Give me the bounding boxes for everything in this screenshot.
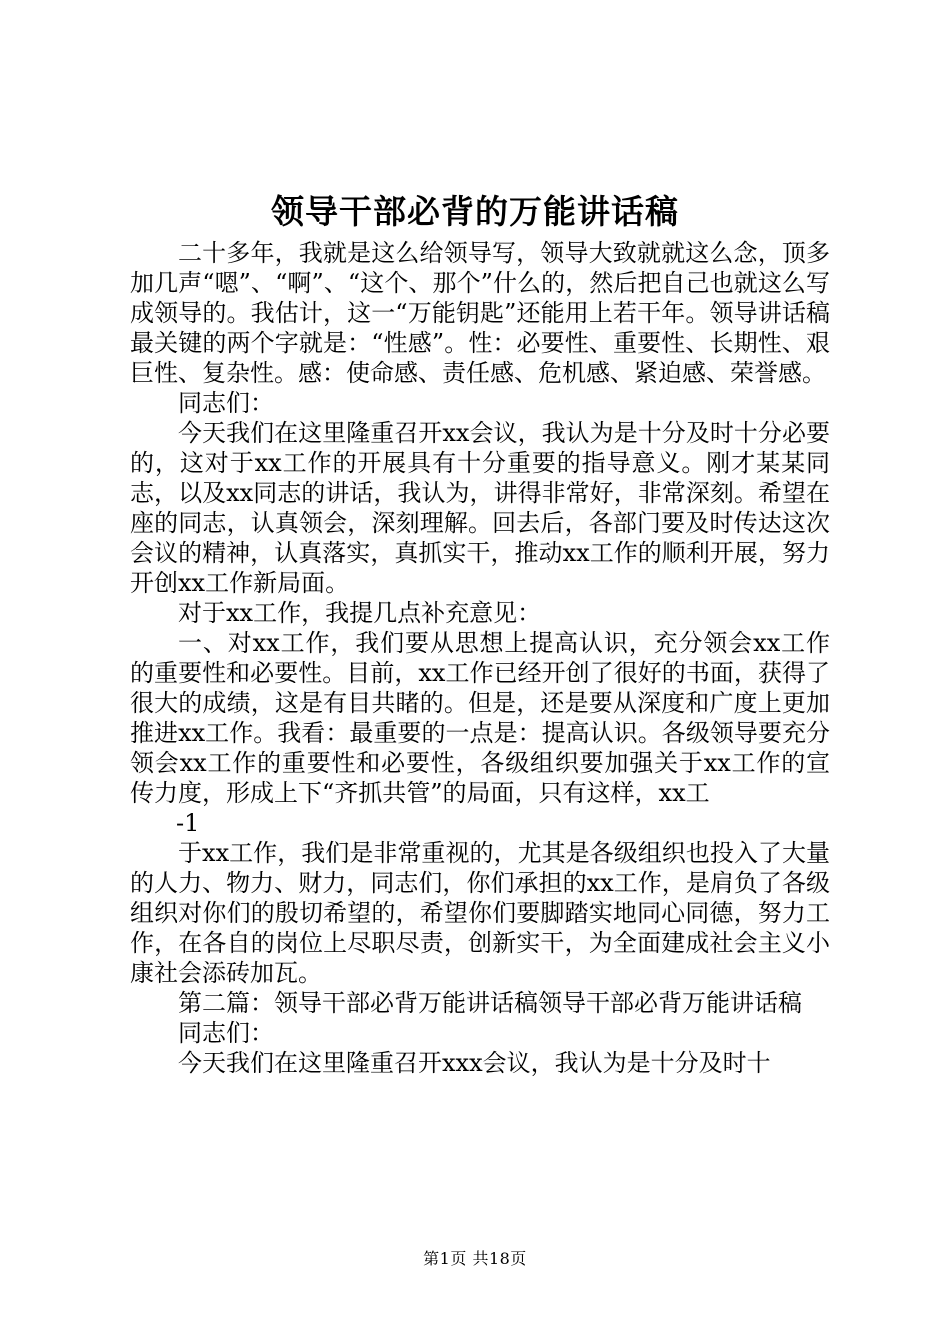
paragraph-opening-2: 今天我们在这里隆重召开xxx会议，我认为是十分及时十	[178, 1049, 771, 1077]
document-title: 领导干部必背的万能讲话稿	[271, 192, 679, 231]
paragraph-second-article-heading: 第二篇：领导干部必背万能讲话稿领导干部必背万能讲话稿	[178, 989, 802, 1017]
page-footer: 第1页 共18页	[423, 1249, 527, 1268]
paragraph-suggestions-intro: 对于xx工作，我提几点补充意见：	[178, 599, 542, 627]
paragraph-greeting-2: 同志们：	[178, 1019, 274, 1047]
paragraph-greeting: 同志们：	[178, 389, 274, 417]
page-fragment-marker: -1	[176, 809, 200, 837]
paragraph-continuation: 于xx工作，我们是非常重视的，尤其是各级组织也投入了大量的人力、物力、财力，同志们，你们承担的xx工作，是肩负了各级组织对你们的殷切希望的，希望你们要脚踏实地同心同德，努力工作，在各自的岗位上尽职尽责，创新实干，为全面建成社会主义小康社会添砖加瓦。	[130, 839, 830, 987]
paragraph-point-one: 一、对xx工作，我们要从思想上提高认识，充分领会xx工作的重要性和必要性。目前，xx工作已经开创了很好的书面，获得了很大的成绩，这是有目共睹的。但是，还是要从深度和广度上更加推进xx工作。我看：最重要的一点是：提高认识。各级领导要充分领会xx工作的重要性和必要性，各级组织要加强关于xx工作的宣传力度，形成上下“齐抓共管”的局面，只有这样，xx工	[130, 629, 830, 807]
paragraph-opening: 今天我们在这里隆重召开xx会议，我认为是十分及时十分必要的，这对于xx工作的开展具有十分重要的指导意义。刚才某某同志，以及xx同志的讲话，我认为，讲得非常好，非常深刻。希望在座的同志，认真领会，深刻理解。回去后，各部门要及时传达这次会议的精神，认真落实，真抓实干，推动xx工作的顺利开展，努力开创xx工作新局面。	[130, 419, 830, 597]
document-body	[130, 238, 830, 1078]
paragraph-intro: 二十多年，我就是这么给领导写，领导大致就就这么念，顶多加几声“嗯”、“啊”、“这个、那个”什么的，然后把自己也就这么写成领导的。我估计，这一“万能钥匙”还能用上若干年。领导讲话稿最关键的两个字就是：“性感”。性：必要性、重要性、长期性、艰巨性、复杂性。感：使命感、责任感、危机感、紧迫感、荣誉感。	[130, 239, 830, 387]
